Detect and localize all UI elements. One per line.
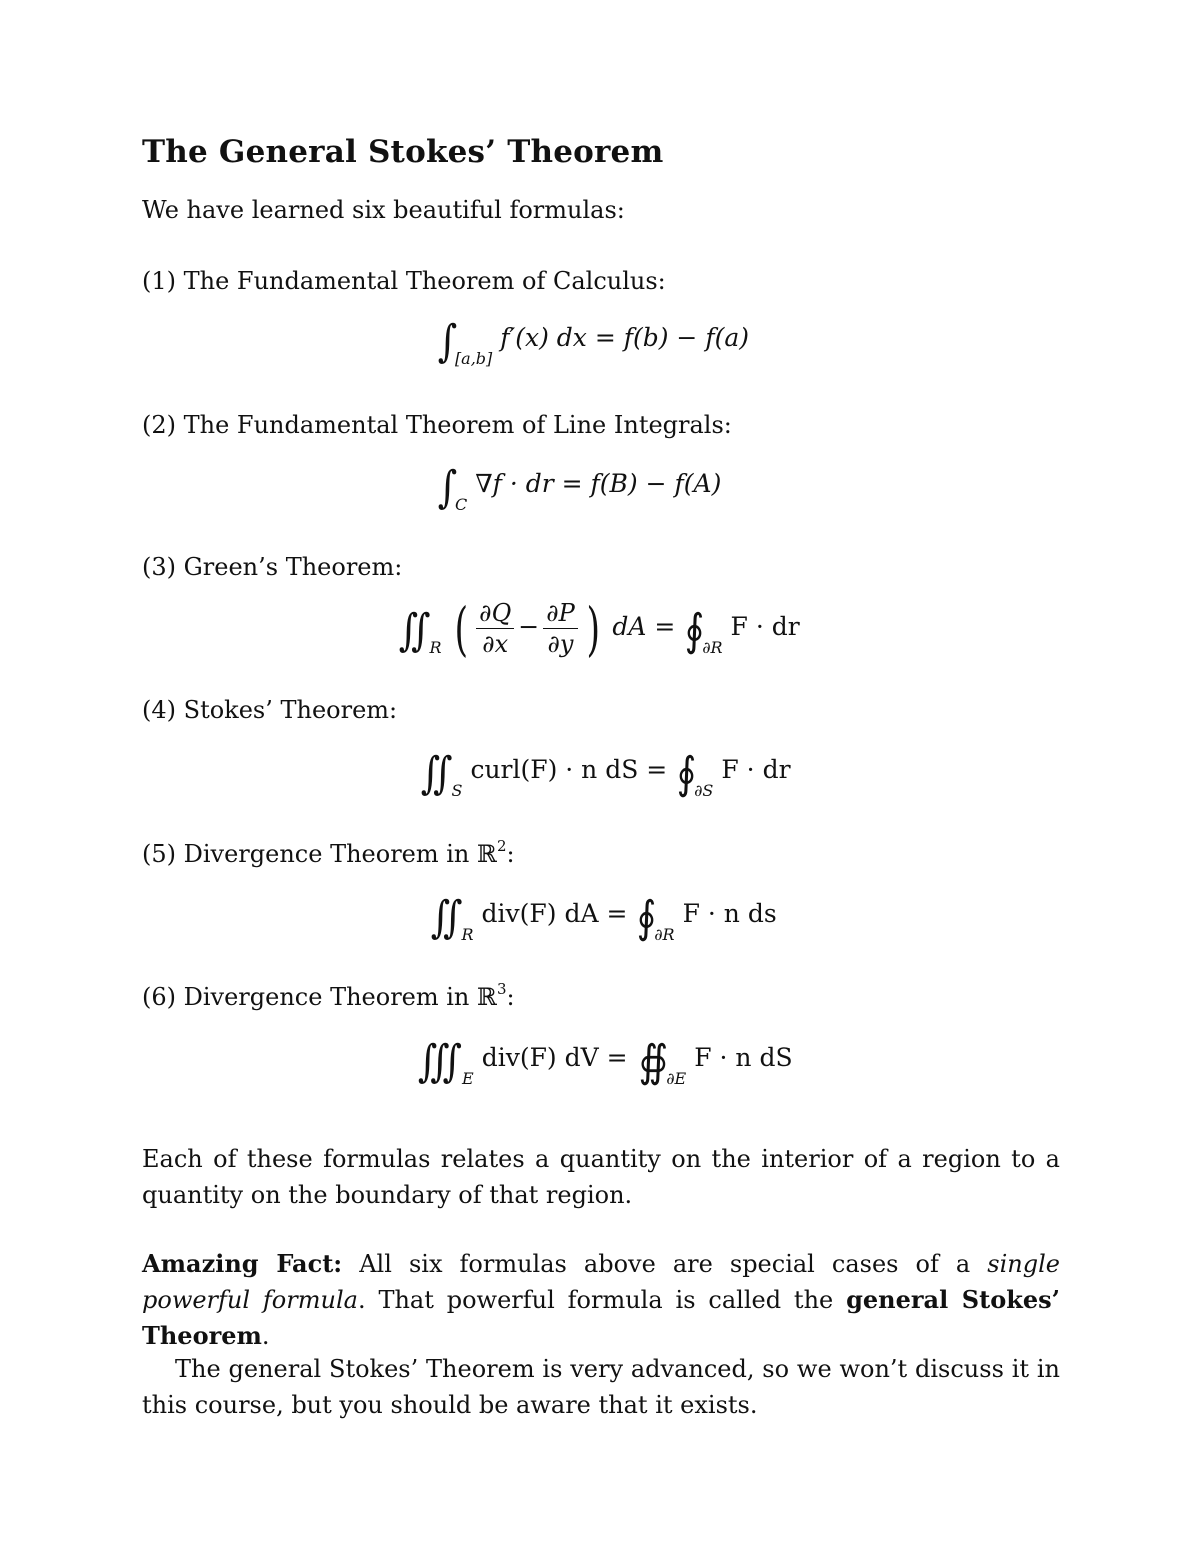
paragraph-interior-boundary: Each of these formulas relates a quantity on the interior of a region to a quantity on the boundary of that region.: [142, 1145, 1060, 1209]
item-3-label: (3) Green’s Theorem:: [142, 553, 403, 581]
equation-green: $∬_R$ ( $\frac{\partial Q}{\partial x}$ − $\frac{\partial P}{\partial y}$ ) dA = $∮_{\partial R}F$ · dr: [398, 594, 800, 663]
item-1-label: (1) The Fundamental Theorem of Calculus:: [142, 267, 666, 295]
closing-paragraph: The general Stokes’ Theorem is very advanced, so we won’t discuss it in this course, but you should be aware that it exists.: [142, 1355, 1060, 1419]
equation-divergence-2d: $∬_Rdiv(F)$ dA = $∮_{\partial R}F \cdot n$ ds: [430, 892, 777, 944]
equation-stokes: $∬_Scurl(F) \cdot n$ dS = $∮_{\partial S}F$ · dr: [420, 748, 791, 800]
page-title: The General Stokes’ Theorem: [142, 134, 664, 170]
equation-line-integrals: $\int_C\nabla f$ · dr = f(B) − f(A): [437, 462, 722, 514]
item-5-label: (5) Divergence Theorem in ℝ$^2$:: [142, 837, 515, 868]
item-2-label: (2) The Fundamental Theorem of Line Integrals:: [142, 411, 732, 439]
item-4-label: (4) Stokes’ Theorem:: [142, 696, 398, 724]
equation-ftc: $\int_{[a,b]}f'(x)$ dx = f(b) − f(a): [437, 316, 749, 368]
intro-text: We have learned six beautiful formulas:: [142, 196, 625, 224]
equation-divergence-3d: $∭_Ediv(F)$ dV = $∯_{\partial E}F \cdot n$ dS: [417, 1036, 793, 1088]
item-6-label: (6) Divergence Theorem in ℝ$^3$:: [142, 980, 515, 1011]
amazing-fact-paragraph: Amazing Fact: All six formulas above are special cases of a single powerful formula. That powerful formula is called the general Stokes’ Theorem.: [142, 1249, 1060, 1350]
